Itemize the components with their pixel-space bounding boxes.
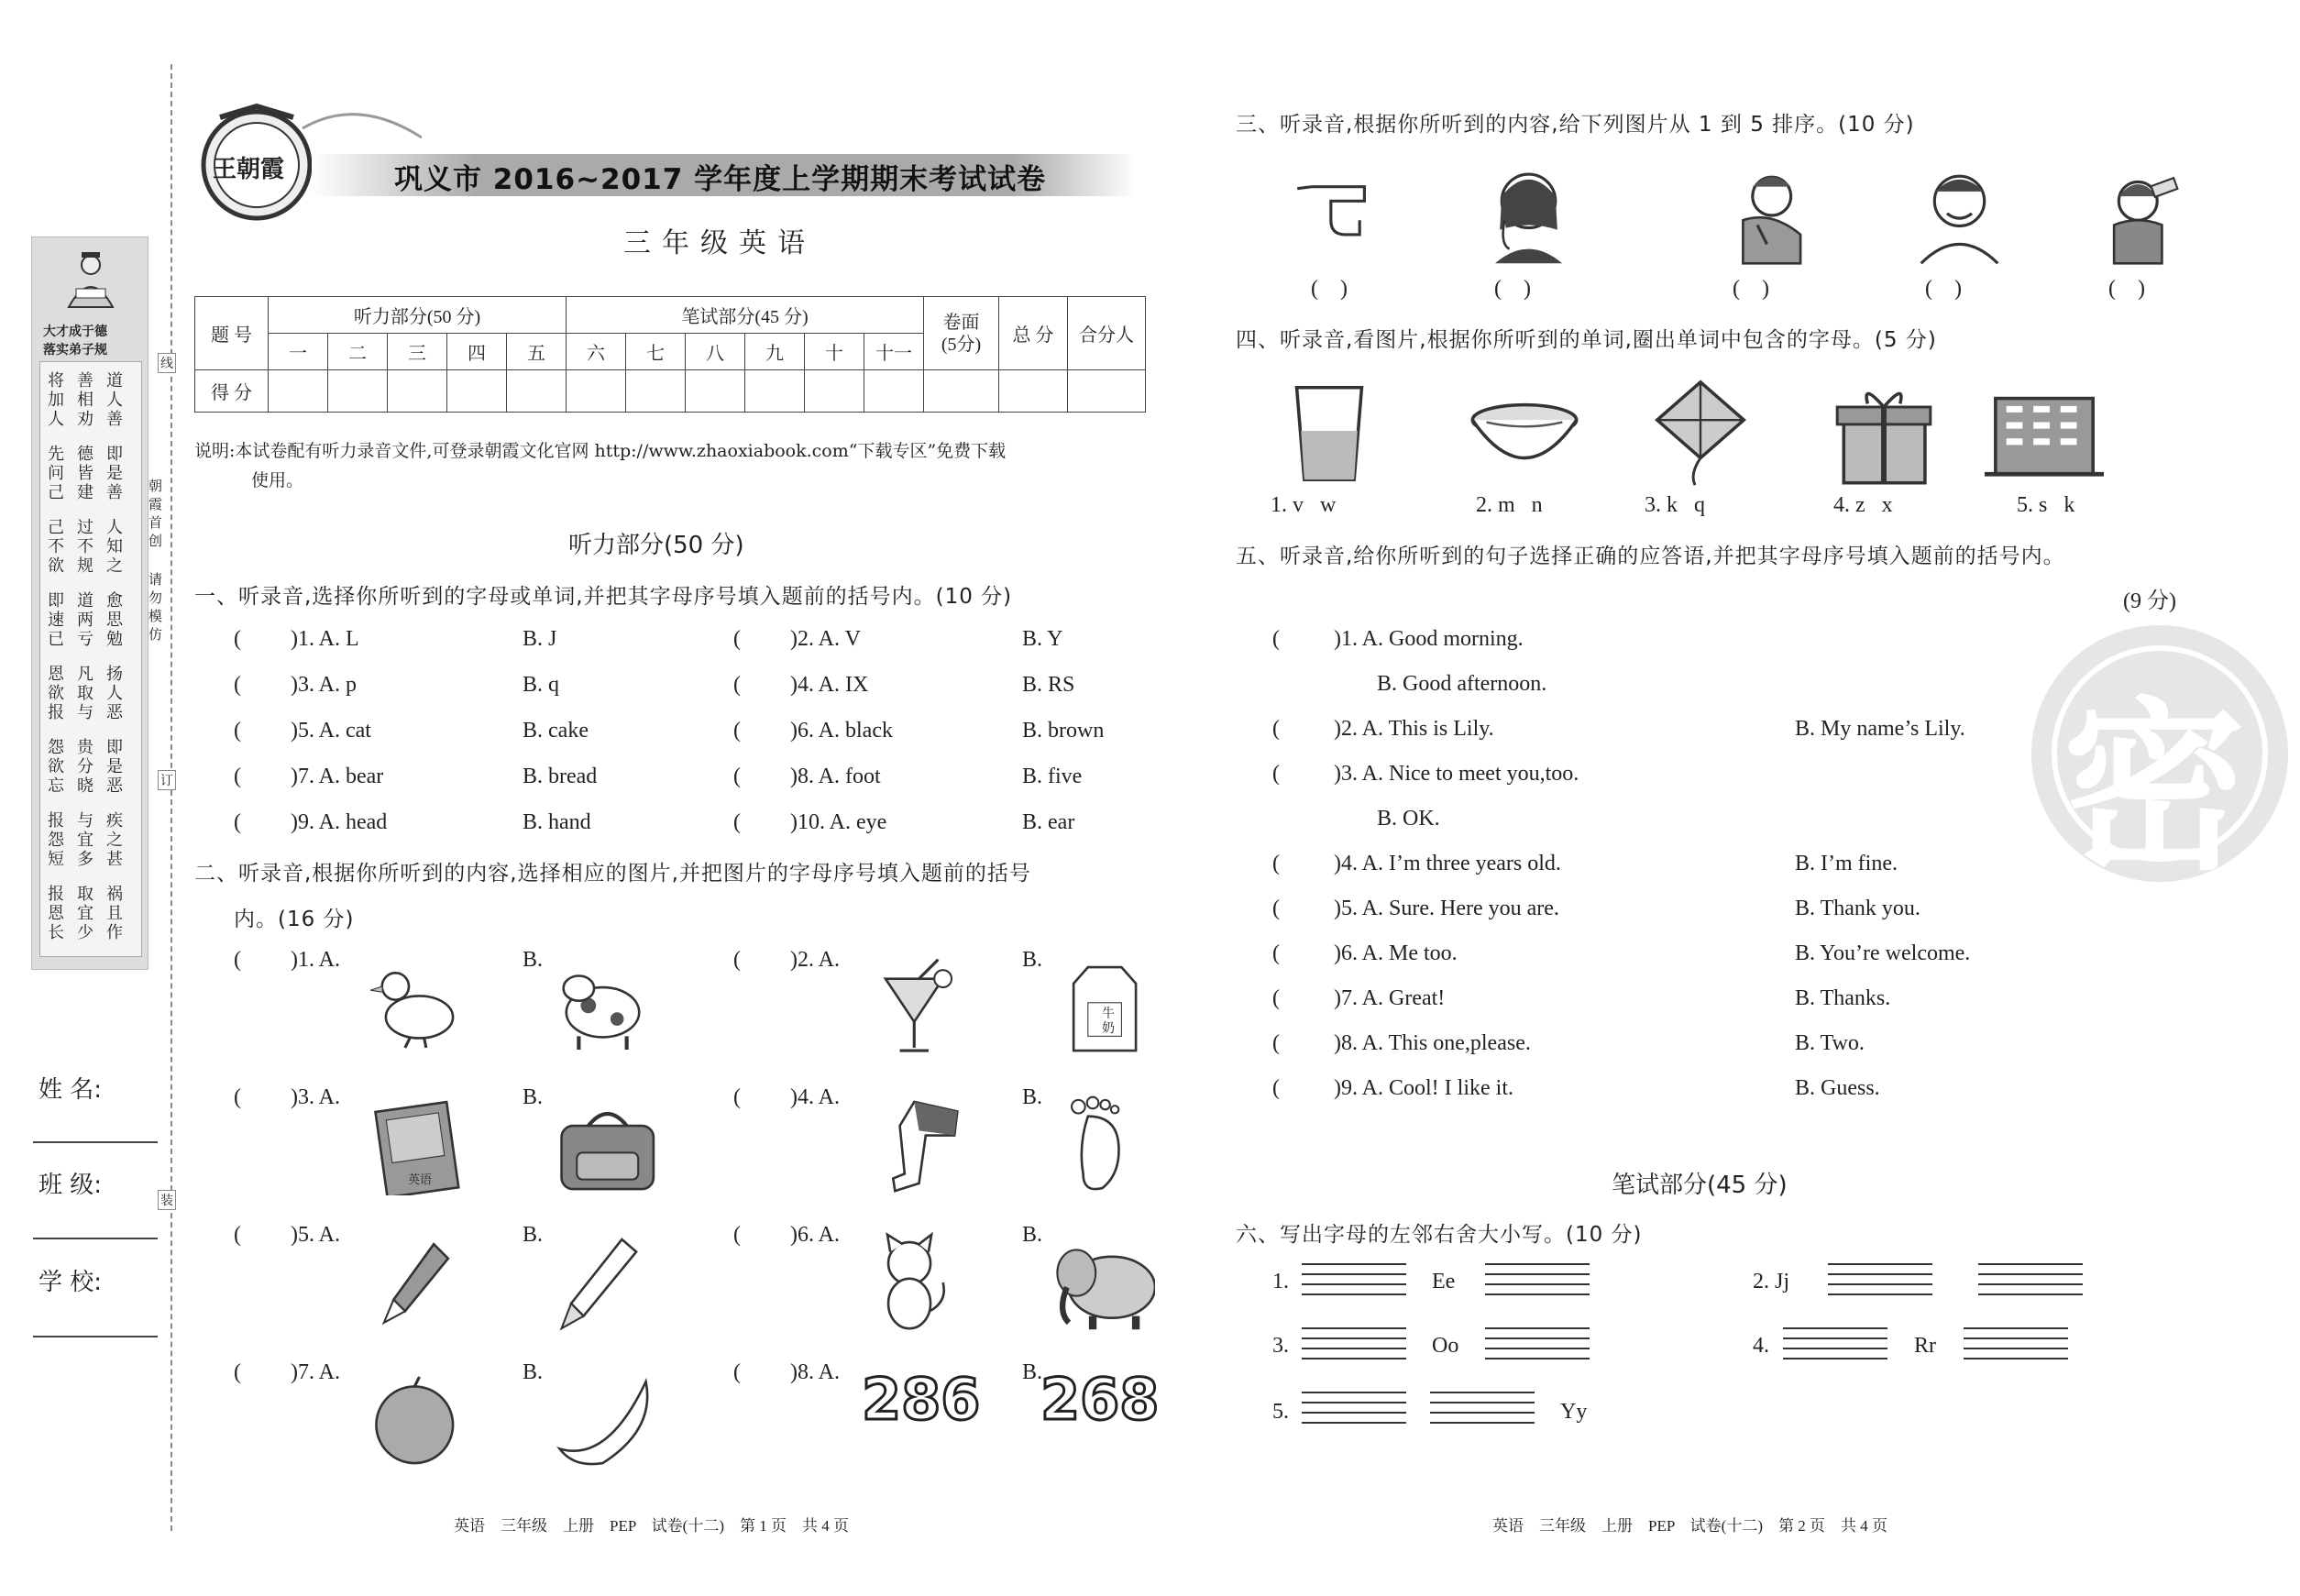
reply-option-b: B. My name’s Lily. [1795, 717, 1965, 741]
writing-line[interactable] [1430, 1392, 1535, 1393]
question-option-b: B. [1022, 1085, 1043, 1109]
answer-paren[interactable]: ( [1272, 986, 1280, 1010]
score-table-question: 三 [388, 334, 447, 370]
reply-option-b: B. I’m fine. [1795, 852, 1898, 875]
answer-paren[interactable]: ( [1272, 1031, 1280, 1055]
section4-heading: 四、听录音,看图片,根据你所听到的单词,圈出单词中包含的字母。(5 分) [1236, 328, 1937, 352]
writing-line[interactable] [1978, 1263, 2083, 1265]
name-label: 姓 名: [39, 1076, 103, 1104]
score-table-question: 七 [626, 334, 686, 370]
writing-line[interactable] [1302, 1412, 1406, 1414]
answer-paren[interactable]: ( ) [1733, 277, 1769, 301]
question-option-a: )8. A. [790, 1360, 840, 1384]
writing-line[interactable] [1964, 1337, 2068, 1339]
question-option-b: B. ear [1022, 810, 1075, 834]
reply-option-b: B. Guess. [1795, 1076, 1880, 1100]
score-cell[interactable] [447, 370, 507, 413]
number-268: 268 [1040, 1366, 1160, 1433]
motto-column: 即是恶 [106, 738, 123, 796]
question-option-b: B. bread [523, 765, 598, 788]
writing-line[interactable] [1783, 1358, 1887, 1359]
item-number: 1. [1272, 1270, 1289, 1293]
writing-line[interactable] [1964, 1358, 2068, 1359]
writing-line[interactable] [1978, 1273, 2083, 1275]
number-286: 286 [862, 1366, 981, 1433]
question-option-a: )1. A. L [291, 627, 359, 651]
answer-paren[interactable]: ( [1272, 941, 1280, 965]
writing-line[interactable] [1302, 1273, 1406, 1275]
writing-line[interactable] [1430, 1422, 1535, 1424]
motto-column: 即速已 [48, 591, 64, 649]
answer-paren[interactable]: ( [733, 810, 741, 834]
note-line-1: 说明:本试卷配有听力录音文件,可登录朝霞文化官网 http://www.zhaoxiabook.com“下载专区”免费下载 [194, 441, 1007, 461]
question-option-b: B. Y [1022, 627, 1063, 651]
answer-paren[interactable]: ( [733, 1223, 741, 1247]
score-table-question: 十一 [864, 334, 924, 370]
side-note-text: 朝霞首创 [149, 478, 163, 549]
answer-paren[interactable]: ( [234, 719, 241, 743]
question-option-a: )9. A. head [291, 810, 388, 834]
logo-text: 王朝霞 [213, 156, 285, 183]
writing-title: 笔试部分(45 分) [1612, 1172, 1788, 1199]
class-label: 班 级: [39, 1172, 103, 1199]
noodles-icon [1465, 376, 1584, 486]
motto-column: 先问己 [48, 445, 64, 502]
reply-option-a: )6. A. Me too. [1334, 941, 1458, 965]
score-cell[interactable] [805, 370, 864, 413]
given-letter: Rr [1914, 1334, 1936, 1358]
gift-icon [1824, 376, 1943, 486]
banana-icon [550, 1370, 655, 1470]
reply-option-a: )5. A. Sure. Here you are. [1334, 897, 1559, 920]
section2-heading-2: 内。(16 分) [234, 908, 355, 931]
question-option-a: )4. A. [790, 1085, 840, 1109]
answer-paren[interactable]: ( [234, 1223, 241, 1247]
score-row-label: 得 分 [195, 370, 269, 413]
writing-line[interactable] [1485, 1293, 1590, 1295]
motto-column: 贵分晓 [77, 738, 94, 796]
question-option-a: )7. A. bear [291, 765, 384, 788]
score-table-question: 五 [507, 334, 567, 370]
writing-line[interactable] [1978, 1283, 2083, 1285]
school-label: 学 校: [39, 1269, 103, 1296]
motto-column: 扬人恶 [106, 665, 123, 722]
motto-column: 己不欲 [48, 518, 64, 576]
answer-paren[interactable]: ( [234, 627, 241, 651]
question-option-b: B. [523, 1360, 544, 1384]
score-cell[interactable] [864, 370, 924, 413]
watermark-char: 密 [2063, 682, 2247, 896]
reply-option-a: )1. A. Good morning. [1334, 627, 1524, 651]
answer-paren[interactable]: ( [733, 719, 741, 743]
writing-line[interactable] [1302, 1327, 1406, 1329]
writing-line[interactable] [1302, 1337, 1406, 1339]
section5-heading: 五、听录音,给你所听到的句子选择正确的应答语,并把其字母序号填入题前的括号内。 [1236, 545, 2065, 568]
reply-option-b: B. OK. [1377, 807, 1440, 831]
writing-line[interactable] [1302, 1293, 1406, 1295]
drinking-boy-icon [2090, 156, 2195, 275]
question-option-a: )5. A. [291, 1223, 340, 1247]
question-option-b: B. RS [1022, 673, 1075, 697]
orange-icon [367, 1370, 472, 1470]
answer-paren[interactable]: ( [234, 948, 241, 972]
answer-paren[interactable]: ( [234, 1085, 241, 1109]
given-letter: Yy [1560, 1400, 1588, 1424]
score-table-header: 题 号 [195, 297, 269, 370]
writing-line[interactable] [1302, 1263, 1406, 1265]
motto-column: 报怨短 [48, 811, 64, 869]
item-number: 4. [1753, 1334, 1769, 1358]
question-option-a: )2. A. [790, 948, 840, 972]
side-note-1 [149, 477, 167, 550]
note-line-2: 使用。 [251, 470, 304, 490]
writing-line[interactable] [1302, 1358, 1406, 1359]
question-option-a: )7. A. [291, 1360, 340, 1384]
score-table-question: 二 [328, 334, 388, 370]
side-note-text: 请勿模仿 [149, 571, 163, 643]
score-cell[interactable] [507, 370, 567, 413]
writing-line[interactable] [1430, 1412, 1535, 1414]
girl-on-phone-icon [1476, 156, 1581, 275]
writing-line[interactable] [1828, 1263, 1932, 1265]
writing-line[interactable] [1828, 1273, 1932, 1275]
question-option-b: B. J [523, 627, 557, 651]
footer-left: 英语 三年级 上册 PEP 试卷(十二) 第 1 页 共 4 页 [454, 1517, 849, 1535]
seal-char-3: 装 [158, 1190, 176, 1210]
motto-column: 德皆建 [77, 445, 94, 502]
school-field[interactable] [33, 1336, 158, 1337]
question-option-a: )3. A. p [291, 673, 357, 697]
motto-column: 道两亏 [77, 591, 94, 649]
writing-line[interactable] [1302, 1422, 1406, 1424]
question-option-a: )6. A. black [790, 719, 893, 743]
writing-line[interactable] [1783, 1337, 1887, 1339]
listening-title: 听力部分(50 分) [568, 532, 744, 559]
answer-paren[interactable]: ( [733, 765, 741, 788]
question-option-a: )4. A. IX [790, 673, 869, 697]
score-table-question: 四 [447, 334, 507, 370]
answer-paren[interactable]: ( [1272, 627, 1280, 651]
letter-choice[interactable]: 5. s k [2017, 493, 2075, 517]
book-cover-label: 英语 [408, 1173, 433, 1187]
question-option-a: )3. A. [291, 1085, 340, 1109]
writing-line[interactable] [1485, 1283, 1590, 1285]
writing-line[interactable] [1302, 1402, 1406, 1403]
given-letter: Oo [1432, 1334, 1459, 1358]
answer-paren[interactable]: ( ) [1925, 277, 1962, 301]
writing-line[interactable] [1485, 1263, 1590, 1265]
score-table-header: 总 分 [999, 297, 1068, 370]
name-field[interactable] [33, 1141, 158, 1143]
question-option-b: B. q [523, 673, 560, 697]
question-option-b: B. five [1022, 765, 1083, 788]
letter-choice[interactable]: 2. m n [1476, 493, 1543, 517]
answer-paren[interactable]: ( ) [2108, 277, 2145, 301]
score-table-question: 六 [567, 334, 626, 370]
scholar-figure-icon [60, 248, 122, 311]
question-option-a: )1. A. [291, 948, 340, 972]
score-cell[interactable] [328, 370, 388, 413]
answer-paren[interactable]: ( [733, 627, 741, 651]
motto-columns [39, 361, 142, 957]
reply-option-b: B. Good afternoon. [1377, 672, 1547, 696]
exam-title: 巩义市 2016~2017 学年度上学期期末考试试卷 [394, 163, 1047, 196]
motto-column: 善相劝 [77, 371, 94, 429]
score-table-header: 笔试部分(45 分) [567, 297, 924, 334]
score-table-question: 九 [745, 334, 805, 370]
answer-paren[interactable]: ( [234, 765, 241, 788]
class-field[interactable] [33, 1238, 158, 1239]
motto-column: 怨欲忘 [48, 738, 64, 796]
score-table-question: 一 [269, 334, 328, 370]
score-cell[interactable] [388, 370, 447, 413]
section3-heading: 三、听录音,根据你所听到的内容,给下列图片从 1 到 5 排序。(10 分) [1236, 113, 1915, 137]
reply-option-b: B. Two. [1795, 1031, 1865, 1055]
answer-paren[interactable]: ( [1272, 1076, 1280, 1100]
seal-char-2: 订 [158, 770, 176, 790]
motto-column: 疾之甚 [106, 811, 123, 869]
milk-carton-label: 牛奶 [1102, 1007, 1115, 1036]
writing-line[interactable] [1485, 1358, 1590, 1359]
answer-paren[interactable]: ( [234, 673, 241, 697]
side-note-2 [149, 570, 167, 644]
answer-paren[interactable]: ( [1272, 897, 1280, 920]
reply-option-b: B. Thanks. [1795, 986, 1891, 1010]
question-option-b: B. [523, 1223, 544, 1247]
item-number: 3. [1272, 1334, 1289, 1358]
motto-column: 道人善 [106, 371, 123, 429]
motto-panel [31, 237, 149, 970]
letter-choice[interactable]: 3. k q [1645, 493, 1705, 517]
motto-column: 即是善 [106, 445, 123, 502]
smiling-man-icon [1907, 156, 2012, 275]
score-cell[interactable] [626, 370, 686, 413]
question-option-b: B. brown [1022, 719, 1105, 743]
motto-column: 过不规 [77, 518, 94, 576]
writing-line[interactable] [1485, 1273, 1590, 1275]
school-icon [1985, 376, 2104, 486]
writing-line[interactable] [1828, 1283, 1932, 1285]
question-option-b: B. [1022, 1223, 1043, 1247]
writing-line[interactable] [1485, 1337, 1590, 1339]
reply-option-a: )2. A. This is Lily. [1334, 717, 1494, 741]
writing-line[interactable] [1302, 1283, 1406, 1285]
answer-paren[interactable]: ( [1272, 852, 1280, 875]
question-option-b: B. [523, 1085, 544, 1109]
glass-icon [1270, 376, 1389, 486]
question-option-b: B. [523, 948, 544, 972]
score-cell[interactable] [745, 370, 805, 413]
writing-line[interactable] [1485, 1327, 1590, 1329]
bowing-boy-icon [1714, 156, 1820, 275]
binding-line [171, 64, 172, 1531]
answer-paren[interactable]: ( [234, 810, 241, 834]
writing-line[interactable] [1485, 1348, 1590, 1349]
reply-option-a: )7. A. Great! [1334, 986, 1446, 1010]
question-option-a: )2. A. V [790, 627, 861, 651]
motto-column: 报恩长 [48, 885, 64, 942]
kite-icon [1641, 376, 1760, 486]
answer-paren[interactable]: ( [733, 673, 741, 697]
reply-option-a: )8. A. This one,please. [1334, 1031, 1531, 1055]
gesture-hand-icon [1293, 156, 1398, 275]
score-table-header: 合分人 [1068, 297, 1146, 370]
answer-paren[interactable]: ( [733, 1085, 741, 1109]
foot-icon [1050, 1095, 1155, 1195]
reply-option-a: )9. A. Cool! I like it. [1334, 1076, 1513, 1100]
reply-option-b: B. Thank you. [1795, 897, 1920, 920]
section1-heading: 一、听录音,选择你所听到的字母或单词,并把其字母序号填入题前的括号内。(10 分) [194, 585, 1013, 609]
motto-column: 将加人 [48, 371, 64, 429]
exam-subtitle: 三年级英语 [623, 227, 816, 259]
question-option-b: B. hand [523, 810, 591, 834]
elephant-icon [1050, 1232, 1155, 1333]
score-cell[interactable] [999, 370, 1068, 413]
score-cell[interactable] [686, 370, 745, 413]
motto-column: 祸且作 [106, 885, 123, 942]
motto-subtitle: 落实弟子规 [43, 343, 107, 358]
answer-paren[interactable]: ( [1272, 762, 1280, 786]
score-table-question: 八 [686, 334, 745, 370]
motto-column: 人知之 [106, 518, 123, 576]
writing-line[interactable] [1964, 1327, 2068, 1329]
reply-option-a: )4. A. I’m three years old. [1334, 852, 1561, 875]
item-number: 2. Jj [1753, 1270, 1790, 1293]
leg-icon [866, 1095, 972, 1195]
motto-column: 取宜少 [77, 885, 94, 942]
letter-choice[interactable]: 4. z x [1833, 493, 1893, 517]
answer-paren[interactable]: ( [733, 948, 741, 972]
score-table-question: 十 [805, 334, 864, 370]
score-table-header: 卷面 (5分) [924, 297, 999, 370]
score-cell[interactable] [1068, 370, 1146, 413]
given-letter: Ee [1432, 1270, 1456, 1293]
writing-line[interactable] [1783, 1348, 1887, 1349]
reply-option-b: B. You’re welcome. [1795, 941, 1971, 965]
schoolbag-icon [550, 1095, 655, 1195]
duck-icon [367, 957, 472, 1058]
footer-right: 英语 三年级 上册 PEP 试卷(十二) 第 2 页 共 4 页 [1492, 1517, 1887, 1535]
score-table [194, 296, 1146, 413]
answer-paren[interactable]: ( [733, 1360, 741, 1384]
writing-line[interactable] [1828, 1293, 1932, 1295]
question-option-a: )10. A. eye [790, 810, 887, 834]
answer-paren[interactable]: ( [1272, 717, 1280, 741]
pen-icon [367, 1232, 472, 1333]
answer-paren[interactable]: ( ) [1311, 277, 1348, 301]
cat-icon [866, 1232, 972, 1333]
writing-line[interactable] [1302, 1348, 1406, 1349]
score-cell[interactable] [924, 370, 999, 413]
writing-line[interactable] [1964, 1348, 2068, 1349]
motto-column: 与宜多 [77, 811, 94, 869]
motto-column: 凡取与 [77, 665, 94, 722]
letter-choice[interactable]: 1. v w [1271, 493, 1337, 517]
pencil-icon [550, 1232, 655, 1333]
section6-heading: 六、写出字母的左邻右舍大小写。(10 分) [1236, 1223, 1643, 1247]
question-option-a: )6. A. [790, 1223, 840, 1247]
writing-line[interactable] [1783, 1327, 1887, 1329]
seal-char-1: 线 [158, 353, 176, 373]
question-option-b: B. [1022, 1360, 1043, 1384]
item-number: 5. [1272, 1400, 1289, 1424]
cow-icon [550, 957, 655, 1058]
answer-paren[interactable]: ( ) [1494, 277, 1531, 301]
question-option-b: B. cake [523, 719, 589, 743]
writing-line[interactable] [1430, 1402, 1535, 1403]
answer-paren[interactable]: ( [234, 1360, 241, 1384]
score-cell[interactable] [567, 370, 626, 413]
juice-icon [866, 957, 972, 1058]
section5-points: (9 分) [2123, 589, 2176, 613]
writing-line[interactable] [1302, 1392, 1406, 1393]
score-cell[interactable] [269, 370, 328, 413]
section2-heading-1: 二、听录音,根据你所听到的内容,选择相应的图片,并把图片的字母序号填入题前的括号 [194, 862, 1031, 886]
writing-line[interactable] [1978, 1293, 2083, 1295]
motto-column: 恩欲报 [48, 665, 64, 722]
score-table-header: 听力部分(50 分) [269, 297, 567, 334]
reply-option-a: )3. A. Nice to meet you,too. [1334, 762, 1579, 786]
question-option-a: )5. A. cat [291, 719, 371, 743]
motto-title: 大才成于德 [43, 325, 107, 339]
question-option-a: )8. A. foot [790, 765, 881, 788]
motto-column: 愈思勉 [106, 591, 123, 649]
question-option-b: B. [1022, 948, 1043, 972]
